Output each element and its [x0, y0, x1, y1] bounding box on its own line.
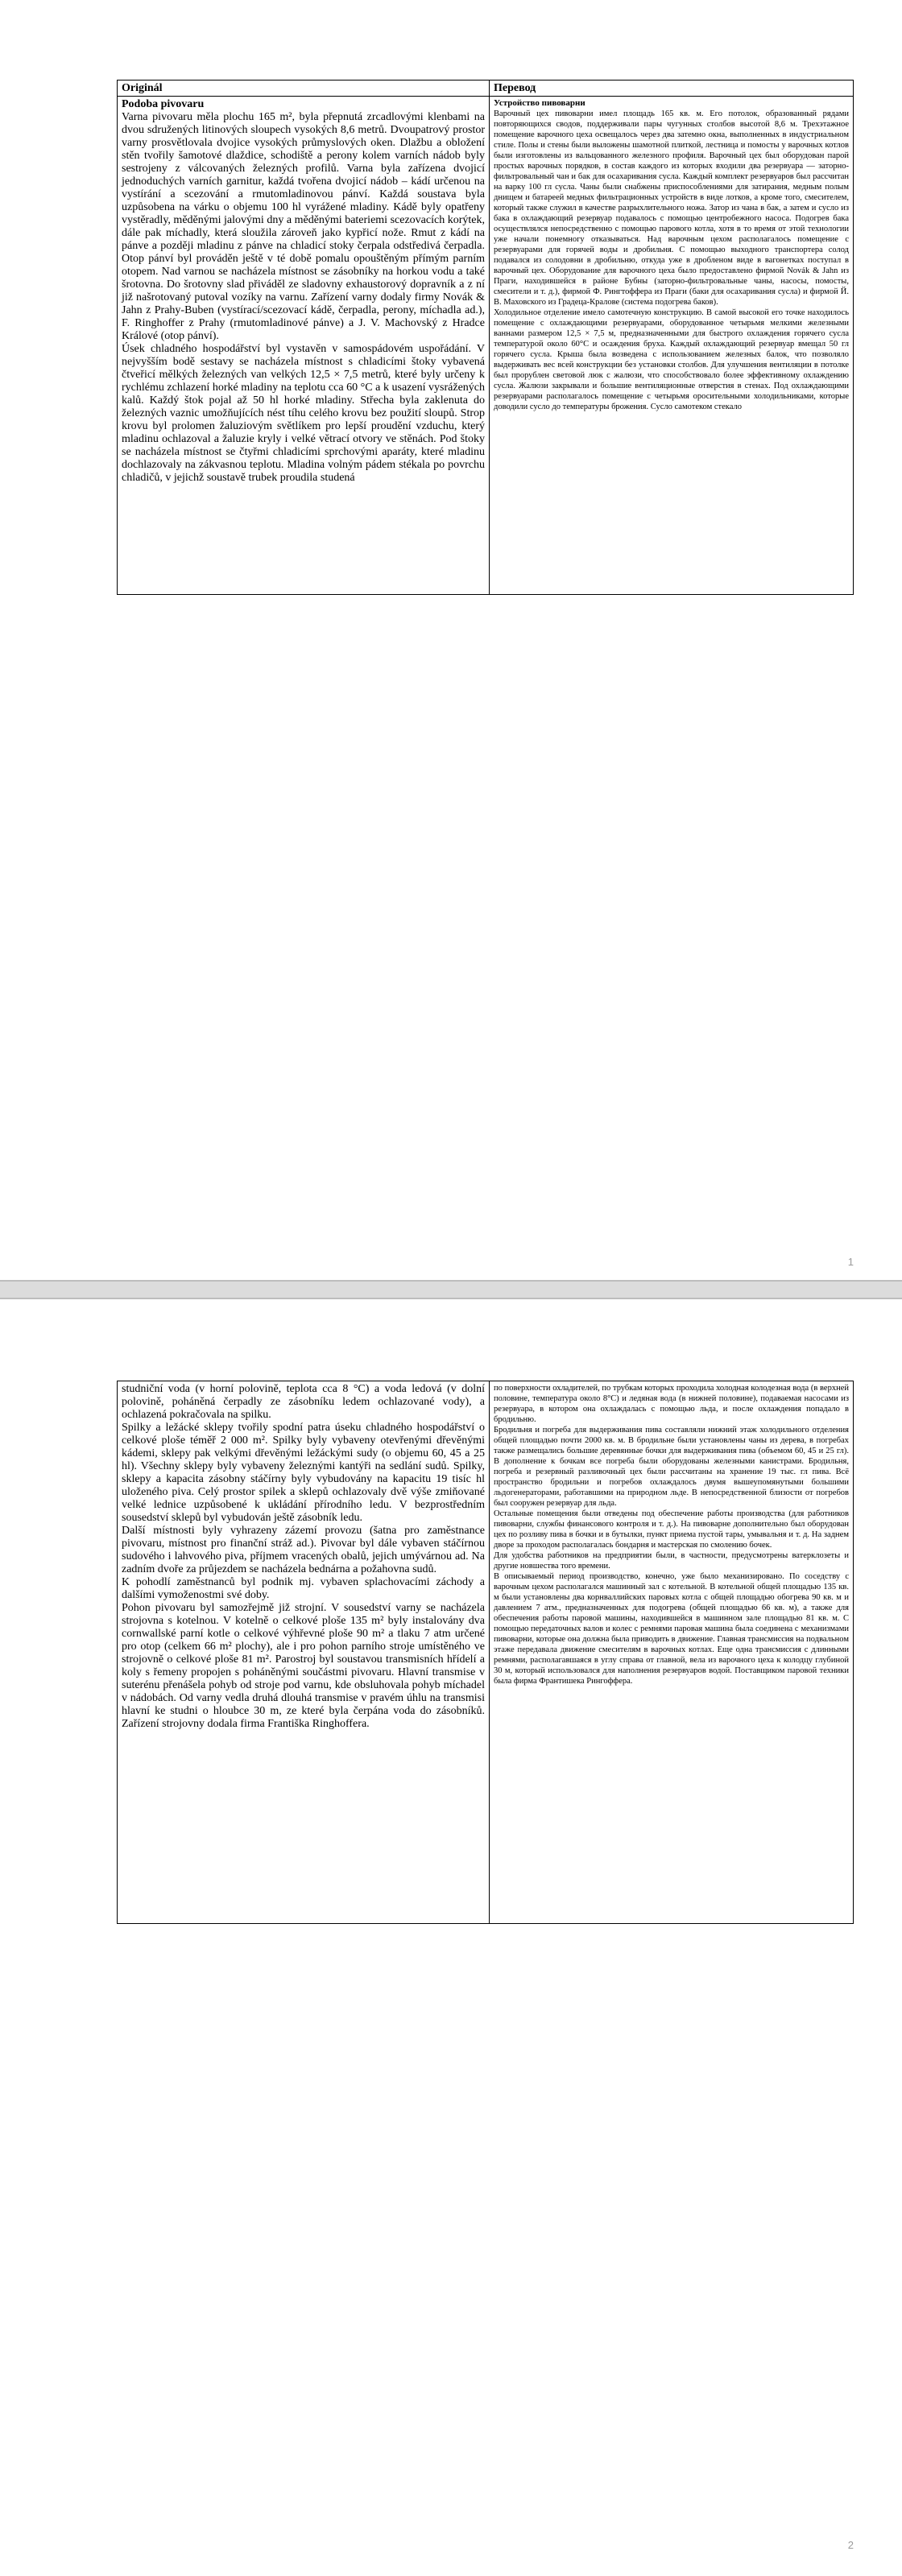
- original-paragraph: Úsek chladného hospodářství byl vystavěn v samospádovém uspořádání. V nejvyšším bodě sestavy se nacházela místnost s chladicími štoky vybavená čtveřicí mělkých železných van velkých 12,5 × 7,5 metrů, které byly určeny k rychlému zchlazení horké mladiny na teplotu cca 60 °C a k usazení vysrážených kalů. Každý štok pojal až 50 hl horké mladiny. Střecha byla zaklenuta do železných vaznic umožňujících nést tíhu celého krovu bez použití sloupů. Strop krovu byl prolomen žaluziovým světlíkem pro lepší proudění vzduchu, který mladinu ochlazoval a žaluzie kryly i velké větrací otvory ve stěnách. Pod štoky se nacházela místnost se čtyřmi chladicími sprchovými aparáty, které mladinu dochlazovaly na zákvasnou teplotu. Mladina volným pádem stékala po povrchu chladičů, v jejichž soustavě trubek proudila studená: [122, 343, 485, 484]
- translation-paragraph: В описываемый период производство, конечно, уже было механизировано. По соседству с варочным цехом располагался машинный зал с котельной. В котельной общей площадью 135 кв. м были установлены два корнваллийских паровых котла с общей площадью обогрева 90 кв. м и давлением 7 атм., предназначенных для подогрева (общей площадью 66 кв. м), а также для обеспечения работы паровой машины, находившейся в машинном зале площадью 81 кв. м. С помощью передаточных валов и колес с ремнями паровая машина была соединена с механизмами пивоварни, которые она должна была приводить в движение. Главная трансмиссия на подвальном этаже передавала движение смесителям в варочных котлах. Еще одна трансмиссия с длинными ремнями, располагавшаяся в углу справа от главной, вела из варочного цеха к колодцу глубиной 30 м, который использовался для наполнения резервуаров водой. Поставщиком паровой техники была фирма Франтишека Рингоффера.: [494, 1572, 849, 1686]
- translation-paragraph: Бродильня и погреба для выдерживания пива составляли нижний этаж холодильного отделения общей площадью почти 2000 кв. м. В бродильне были установлены чаны из дерева, в погребах также размещались большие деревянные бочки для выдерживания пива (объемом 60, 45 и 25 гл). В дополнение к бочкам все погреба были оборудованы железными канистрами. Бродильня, погреба и резервный разливочный цех были рассчитаны на хранение 19 тыс. гл пива. Всё пространство бродильни и погребов охлаждалось двумя вышеупомянутыми большими льдогенераторами, работавшими на природном льде. В непосредственной близости от погребов был сооружен резервуар для льда.: [494, 1426, 849, 1508]
- original-paragraph: Varna pivovaru měla plochu 165 m², byla přepnutá zrcadlovými klenbami na dvou sdružených litinových sloupech vysokých 8,6 metrů. Dvoupatrový prostor varny prosvětlovala dvojice vysokých průmyslových oken. Dlažbu a obložení stěn tvořily šamotové dlaždice, schodiště a perony kolem varních nádob byly sestrojeny z válcovaných železných profilů. Varna byla zařízena dvojicí jednoduchých varních garnitur, každá tvořena dvojicí nádob – kádí určenou na vystírání a scezování a rmutomladinovou pánví. Každá soustava byla uzpůsobena na várku o objemu 100 hl vyrážené mladiny. Kádě byly opatřeny vystěradly, měděnými jalovými dny a měděnými bateriemi scezovacích korýtek, dále pak míchadly, která sloužila zároveň jako kypřicí nože. Rmut z kádí na pánve a později mladinu z pánve na chladicí stoky čerpala odstředivá čerpadla. Otop pánví byl prováděn ještě v té době pomalu opouštěným přímým parním otopem. Nad varnou se nacházela místnost se zásobníky na horkou vodu a také šrotovna. Do šrotovny slad přiváděl ze sladovny exhaustorový dopravník a z ní již našrotovaný putoval vozíky na varnu. Zařízení varny dodaly firmy Novák & Jahn z Prahy-Buben (vystírací/scezovací kádě, čerpadla, perony, míchadla ad.), F. Ringhoffer z Prahy (rmutomladinové pánve) a J. V. Machovský z Hradce Králové (otop pánví).: [122, 111, 485, 342]
- original-paragraph: Spilky a ležácké sklepy tvořily spodní patra úseku chladného hospodářství o celkové ploše téměř 2 000 m². Spilky byly vybaveny otevřenými dřevěnými kádemi, sklepy pak velkými dřevěnými ležáckými sudy (o objemu 60, 45 a 25 hl). Všechny sklepy byly vybaveny železnými kantýři na sedlání sudů. Spilky, sklepy a kapacita zásobny stáčírny byly vybudovány na kapacitu 19 tisíc hl uloženého piva. Celý prostor spilek a sklepů ochlazovaly dvě výše zmiňované velké lednice uzpůsobené k ukládání přírodního ledu. V bezprostředním sousedství sklepů byl vybudován ještě zásobník ledu.: [122, 1422, 485, 1524]
- translation-paragraph: Остальные помещения были отведены под обеспечение работы производства (для работников пивоварни, службы финансового контроля и т. д.). На пивоварне дополнительно был оборудован цех по розливу пива в бочки и в бутылки, пункт приема пустой тары, умывальня и т. д. На заднем дворе за проходом располагалась бондарня и мастерская по смолению бочек.: [494, 1509, 849, 1550]
- original-column-header: Originál: [118, 82, 489, 97]
- page-number: 1: [847, 1256, 854, 1268]
- translation-table-page-1: [117, 80, 854, 595]
- translation-paragraph: Для удобства работников на предприятии были, в частности, предусмотрены ватерклозеты и другие новшества того времени.: [494, 1551, 849, 1571]
- page-separator: [0, 1280, 902, 1299]
- document-page-1: [0, 0, 902, 1280]
- page-number: 2: [847, 2539, 854, 2551]
- translation-column: [490, 1381, 853, 1923]
- translation-paragraph: Холодильное отделение имело самотечную конструкцию. В самой высокой его точке находилось помещение с охлаждающими резервуарами, оборудованное четырьмя мелкими железными ваннами размером 12,5 × 7,5 м, предназначенными для быстрого охлаждения горячего сусла температурой около 60°C и осаждения бруха. Каждый охлаждающий резервуар вмещал 50 гл горячего сусла. Крыша была возведена с использованием железных балок, что позволяло выдерживать вес всей конструкции без установки столбов. Для улучшения вентиляции в потолке был прорублен световой люк с жалюзи, что способствовало более эффективному охлаждению сусла. Жалюзи закрывали и большие вентиляционные отверстия в стенах. Под охлаждающими резервуарами располагалось помещение с четырьмя оросительными холодильниками, которые доводили сусло до температуры брожения. Сусло самотеком стекало: [494, 308, 849, 411]
- original-column: [118, 1381, 490, 1923]
- original-paragraph: studniční voda (v horní polovině, teplota cca 8 °C) a voda ledová (v dolní polovině, poháněná čerpadly ze zásobníku ledem ochlazované vody), a ochlazená pokračovala na spilku.: [122, 1383, 485, 1421]
- translation-table-page-2: [117, 1381, 854, 1924]
- translation-section-title: Устройство пивоварни: [494, 98, 585, 108]
- original-paragraph: K pohodlí zaměstnanců byl podnik mj. vybaven splachovacími záchody a dalšími vymoženostmi své doby.: [122, 1576, 485, 1601]
- document-page-2: [0, 1299, 902, 2576]
- original-section-title: Podoba pivovaru: [122, 98, 205, 110]
- translation-column-header: Перевод: [490, 82, 853, 97]
- translation-column: [490, 80, 853, 594]
- original-paragraph: Další místnosti byly vyhrazeny zázemí provozu (šatna pro zaměstnance pivovaru, místnost pro finanční stráž ad.). Pivovar byl dále vybaven stáčírnou sudového i lahvového piva, příjmem vracených obalů, jejich umývárnou ad. Na zadním dvoře za průjezdem se nacházela bednárna a požahovna sudů.: [122, 1525, 485, 1575]
- original-column: [118, 80, 490, 594]
- translation-paragraph: по поверхности охладителей, по трубкам которых проходила холодная колодезная вода (в верхней половине, температура около 8°C) и ледяная вода (в нижней половине), подаваемая насосами из резервуара, в котором она охлаждалась с помощью льда, и после охлаждения попадало в бродильню.: [494, 1384, 849, 1424]
- original-paragraph: Pohon pivovaru byl samozřejmě již strojní. V sousedství varny se nacházela strojovna s kotelnou. V kotelně o celkové ploše 135 m² byly instalovány dva cornwallské parní kotle o celkové výhřevné ploše 90 m² a tlaku 7 atm určené pro otop (celkem 66 m² plochy), ale i pro pohon parního stroje umístěného ve strojovně o celkové ploše 81 m². Parostroj byl soustavou transmisních hřídelí a koly s řemeny propojen s poháněnými součástmi pivovaru. Hlavní transmise v suterénu přenášela pohyb od stroje pod varnu, kde obsluhovala pohyb míchadel v nádobách. Od varny vedla druhá dlouhá transmise v pravém úhlu na transmisi hlavní ke studni o hloubce 30 m, ze které byla čerpána voda do zásobníků. Zařízení strojovny dodala firma Františka Ringhoffera.: [122, 1602, 485, 1730]
- translation-paragraph: Варочный цех пивоварни имел площадь 165 кв. м. Его потолок, образованный рядами повторяющихся сводов, поддерживали пары чугунных столбов высотой 8,6 м. Трехэтажное помещение варочного цеха освещалось через два затемно окна, выполненных в индустриальном стиле. Полы и стены были выложены шамотной плиткой, лестница и помосты у варочных котлов были изготовлены из вальцованного железного профиля. Варочный цех был оборудован парой простых варочных порядков, в состав каждого из которых входили два резервуара — заторно-фильтровальный чан и бак для осахаривания сусла. Каждый комплект резервуаров был рассчитан на варку 100 гл сусла. Чаны были снабжены приспособлениями для затирания, медным полым днищем и батареей медных фильтрационных устройств в виде лотков, а кроме того, смесителем, который также служил в качестве разрыхлительного ножа. Затор из чана в бак, а затем и сусло из бака в охлаждающий резервуар подавалось с помощью центробежного насоса. Подогрев бака осуществлялся непосредственно с помощью парового котла, хотя в то время от этой технологии уже начали понемногу отказываться. Над варочным цехом располагалось помещение с резервуарами для горячей воды и дробильня. С помощью выходного транспортера солод подавался из солодовни в дробильню, откуда уже в дробленом виде в вагонетках поступал в варочный цех. Оборудование для варочного цеха было предоставлено фирмой Novák & Jahn из Праги, находившейся в районе Бубны (заторно-фильтровальные чаны, насосы, помосты, смесители и т. д.), фирмой Ф. Рингтоффера из Праги (баки для осахаривания сусла) и фирмой Й. В. Маховского из Градеца-Кралове (система подогрева баков).: [494, 109, 849, 307]
